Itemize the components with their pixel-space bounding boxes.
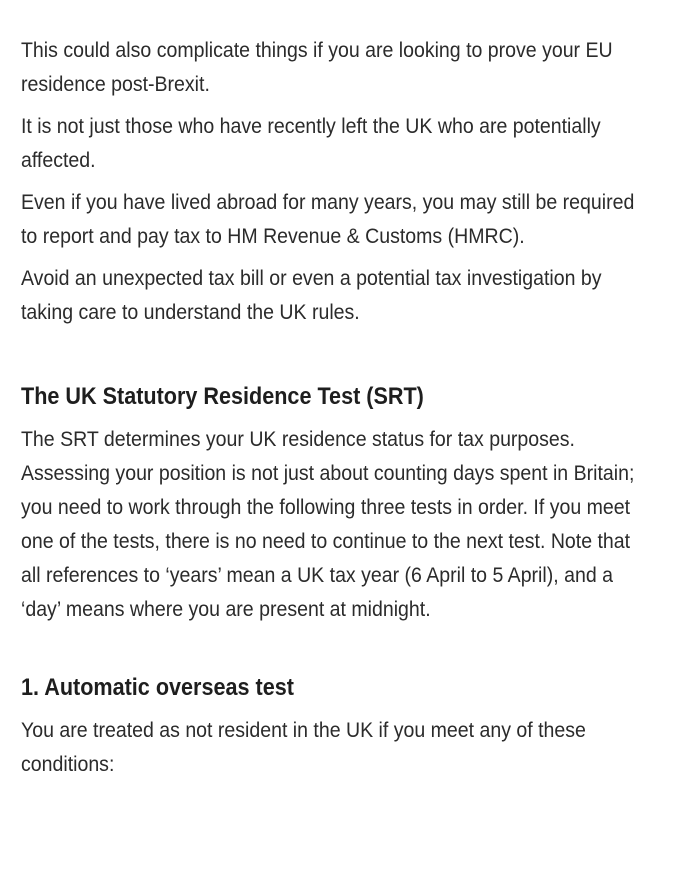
paragraph-avoid-tax-bill: Avoid an unexpected tax bill or even a potential tax investigation by taking care to understand the UK rules. bbox=[21, 267, 602, 324]
heading-automatic-overseas-test: 1. Automatic overseas test bbox=[21, 674, 294, 701]
article-body bbox=[21, 34, 657, 790]
paragraph-overseas-conditions: You are treated as not resident in the UK if you meet any of these conditions: bbox=[21, 719, 586, 776]
paragraph-brexit-residence: This could also complicate things if you are looking to prove your EU residence post-Brexit. bbox=[21, 39, 613, 96]
paragraph-srt-explanation: The SRT determines your UK residence status for tax purposes. Assessing your position is not just about counting days spent in Britain; you need to work through the following three tests in order. If you meet one of the tests, there is no need to continue to the next test. Note that all references to ‘years’ mean a UK tax year (6 April to 5 April), and a ‘day’ means where you are present at midnight. bbox=[21, 428, 635, 621]
heading-statutory-residence-test: The UK Statutory Residence Test (SRT) bbox=[21, 383, 424, 410]
paragraph-report-tax: Even if you have lived abroad for many years, you may still be required to report and pay tax to HM Revenue & Customs (HMRC). bbox=[21, 191, 635, 248]
paragraph-affected: It is not just those who have recently left the UK who are potentially affected. bbox=[21, 115, 601, 172]
